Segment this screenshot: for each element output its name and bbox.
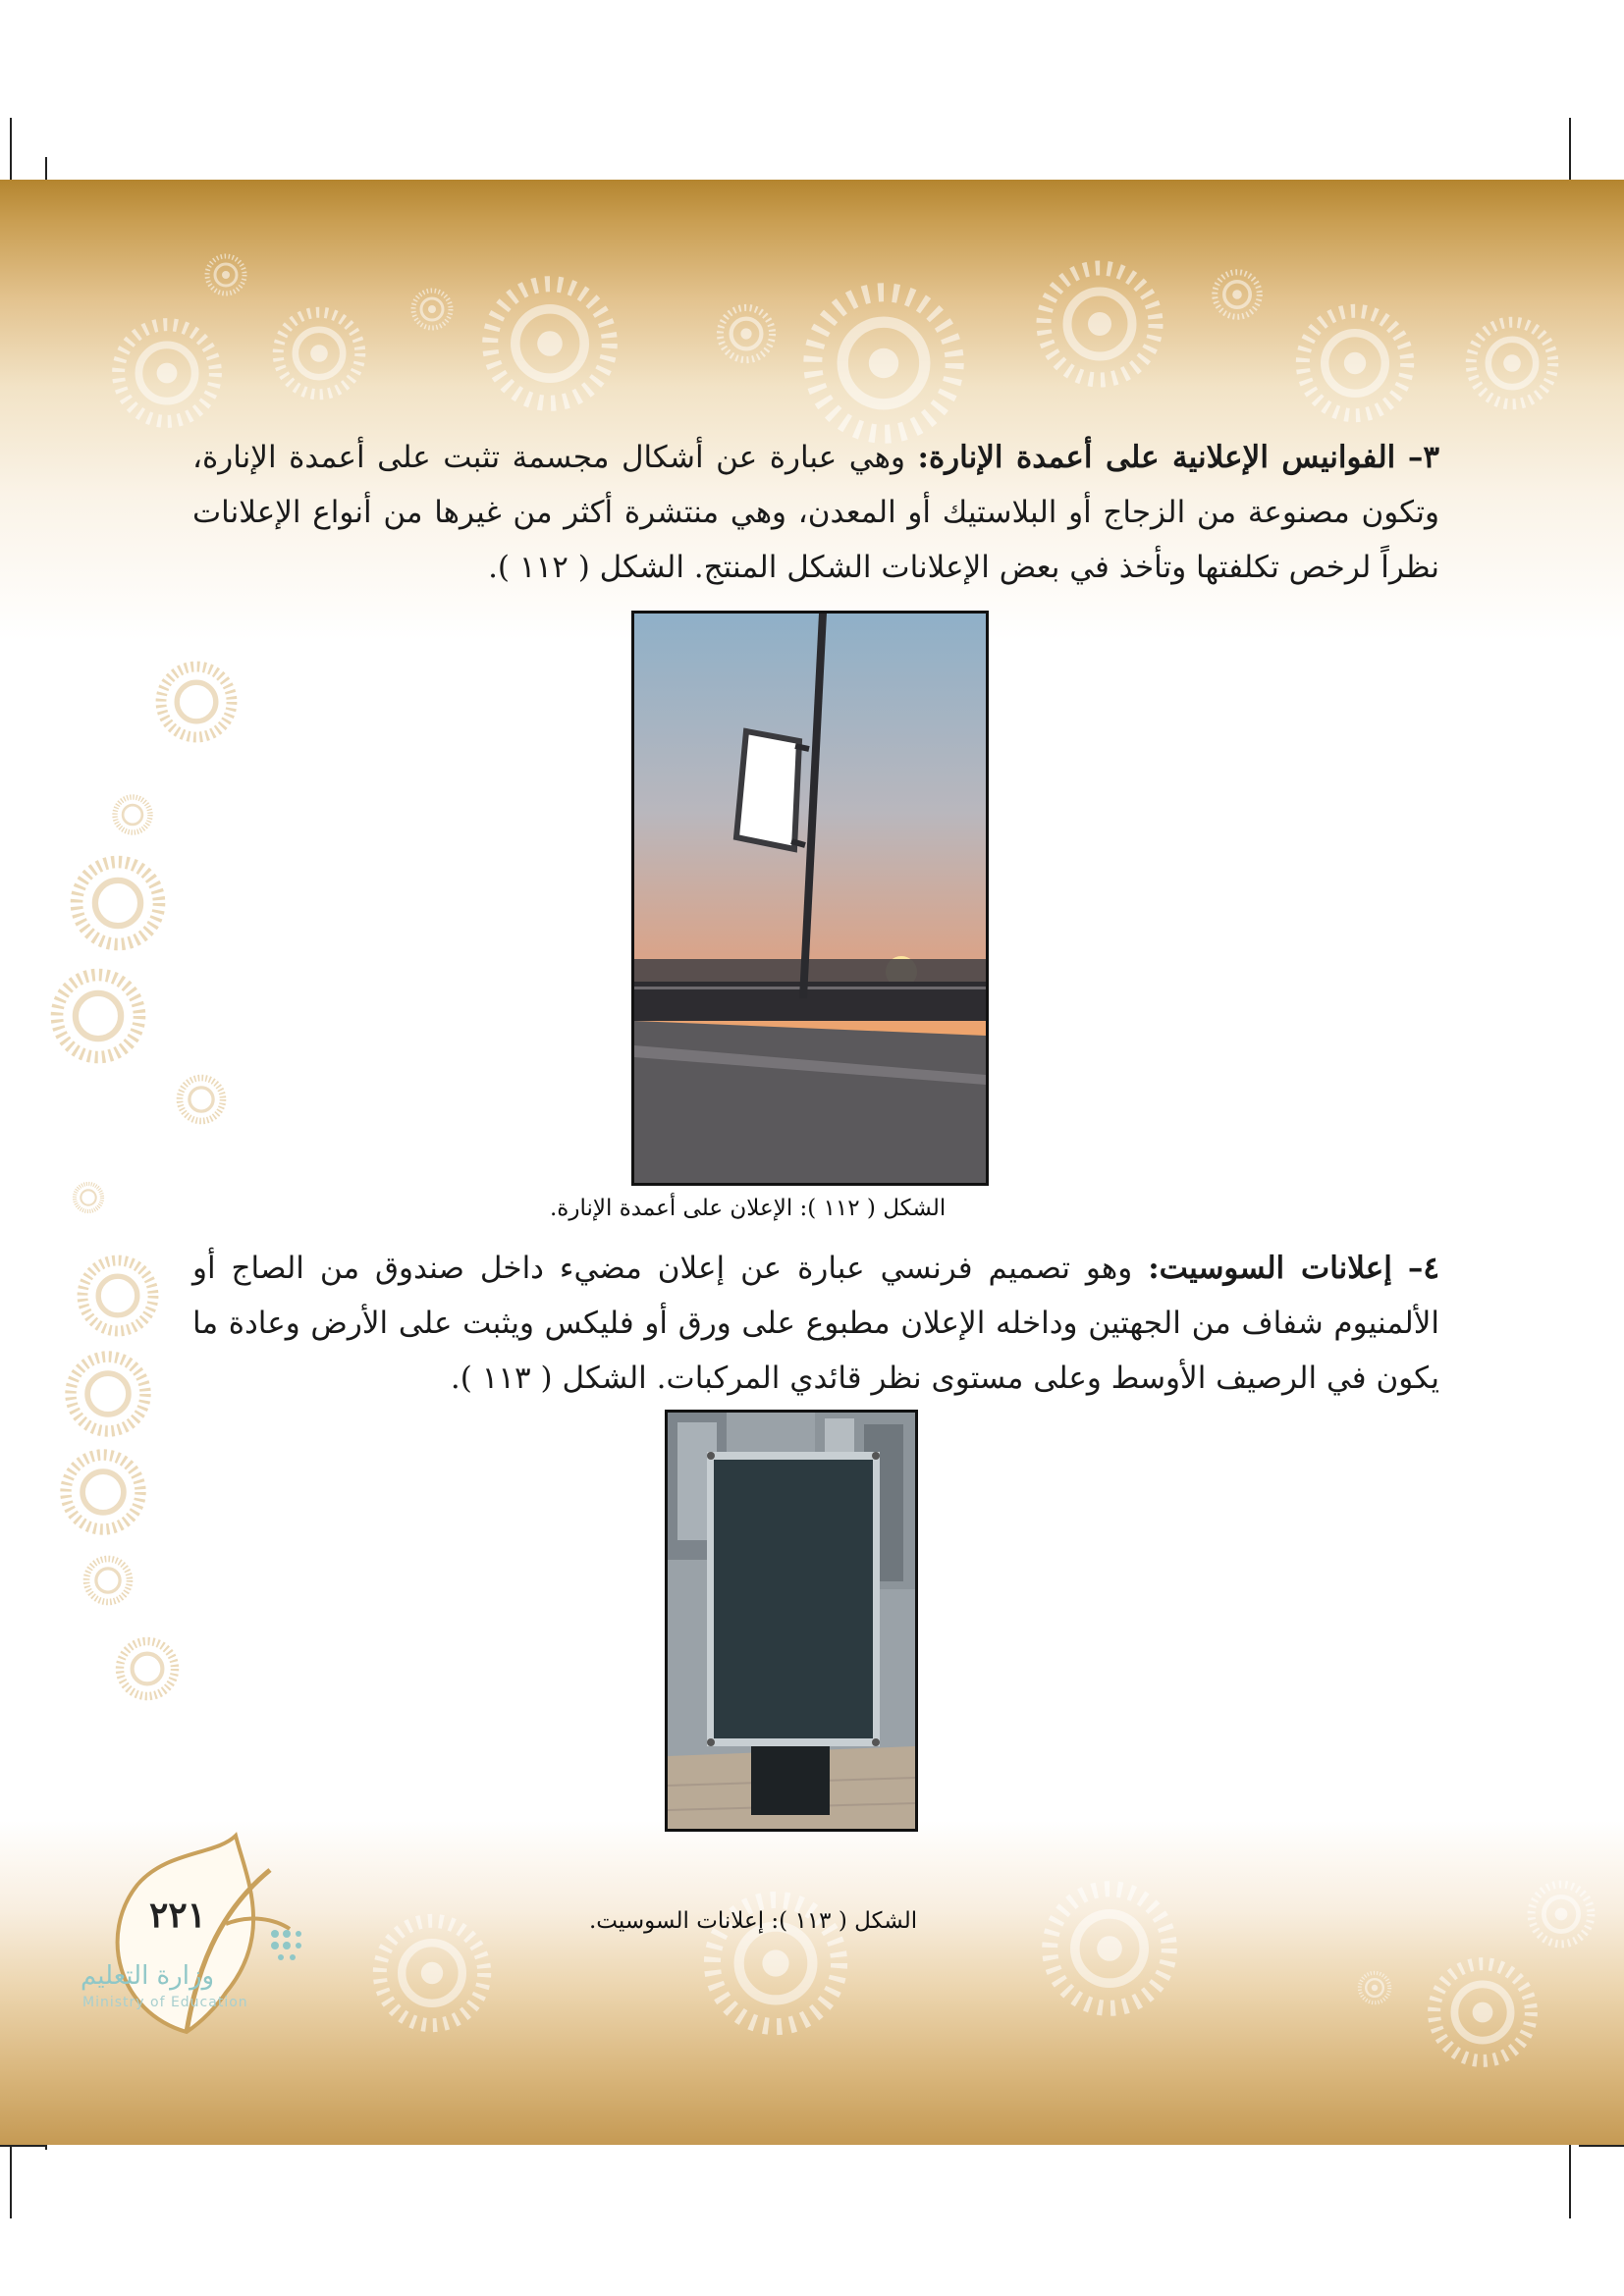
flower-icon [207, 256, 244, 294]
flower-icon [413, 291, 451, 328]
ministry-dots-icon [271, 1930, 301, 1960]
section-3-paragraph [192, 430, 1439, 595]
flower-icon [1044, 268, 1156, 380]
section-3-title: الفوانيس الإعلانية على أعمدة الإنارة: [917, 440, 1396, 475]
flower-icon [66, 1455, 140, 1529]
flower-icon [161, 667, 232, 737]
page-number: ٢٢١ [149, 1895, 207, 1936]
flower-icon [86, 1559, 130, 1602]
flower-icon [1532, 1885, 1592, 1945]
flower-icon [813, 293, 954, 434]
flower-icon [77, 862, 159, 944]
section-3-number: ٣– [1407, 440, 1439, 475]
flower-icon [120, 1641, 175, 1696]
section-4-title: إعلانات السوسيت: [1148, 1251, 1392, 1286]
flower-icon [75, 1184, 102, 1211]
figure-112-caption: الشكل ( ١١٢ ): الإعلان على أعمدة الإنارة. [550, 1196, 947, 1221]
figure-113-caption: الشكل ( ١١٣ ): إعلانات السوسيت. [589, 1908, 918, 1934]
section-4-body: وهو تصميم فرنسي عبارة عن إعلان مضيء داخل صندوق من الصاج أو الألمنيوم شفاف من الجهتين وداخله الإعلان مطبوع على ورق أو فليكس ويثبت على الأرض وعادة ما يكون في الرصيف الأوسط وعلى مستوى نظر قائدي المركبات. الشكل ( ١١٣ ). [192, 1251, 1439, 1396]
flower-icon [1303, 311, 1407, 415]
section-3-body: وهي عبارة عن أشكال مجسمة تثبت على أعمدة الإنارة، وتكون مصنوعة من الزجاج أو البلاستيك أو المعدن، وهي منتشرة أكثر من غيرها من أنواع الإعلانات نظراً لرخص تكلفتها وتأخذ في بعض الإعلانات الشكل المنتج. الشكل ( ١١٢ ). [192, 440, 1439, 585]
ministry-subtitle: Ministry of Education [82, 1995, 248, 2010]
flower-icon [720, 307, 772, 359]
lamp-post-photo [634, 614, 986, 1183]
figure-112-image [631, 611, 989, 1186]
flower-icon [490, 284, 610, 403]
flower-icon [1435, 1964, 1532, 2061]
flower-icon [380, 1921, 484, 2025]
flower-icon [180, 1078, 223, 1121]
ministry-name: وزارة التعليم [81, 1961, 215, 1991]
flower-icon [1471, 322, 1553, 404]
flower-icon [1215, 272, 1260, 317]
flower-icon [71, 1357, 145, 1431]
flower-icon [82, 1260, 153, 1331]
sucette-billboard-photo [668, 1413, 915, 1829]
flower-icon [1360, 1973, 1389, 2002]
flower-icon [278, 312, 360, 395]
flower-icon [57, 975, 139, 1057]
flower-icon [1050, 1889, 1169, 2008]
section-4-paragraph [192, 1241, 1439, 1406]
figure-113-image [665, 1410, 918, 1832]
section-4-number: ٤– [1407, 1251, 1440, 1286]
flower-icon [115, 797, 150, 832]
flower-icon [119, 325, 216, 422]
